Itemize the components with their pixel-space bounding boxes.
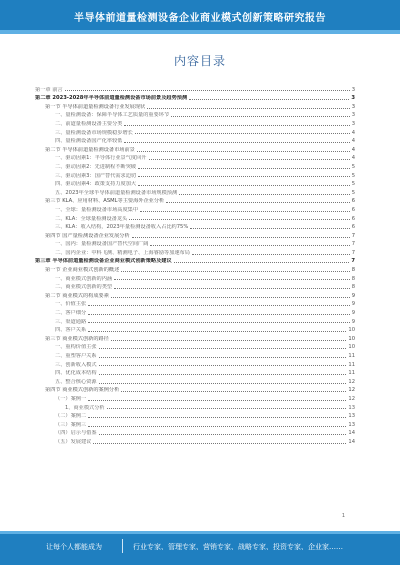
toc-entry[interactable] <box>35 402 355 411</box>
toc-leader-dots <box>121 271 349 272</box>
toc-entry-page: 6 <box>351 224 355 231</box>
toc-leader-dots <box>88 331 346 332</box>
toc-entry-title: 三、渠道通路 <box>55 318 87 325</box>
toc-entry-page: 3 <box>351 120 355 127</box>
toc-leader-dots <box>99 374 347 375</box>
toc-leader-dots <box>99 365 347 366</box>
toc-entry-page: 12 <box>348 395 355 402</box>
footer-slogan-left: 让每个人都能成为 <box>46 543 102 551</box>
toc-entry-title: （一）案例一 <box>55 395 87 402</box>
toc-leader-dots <box>99 357 347 358</box>
toc-leader-dots <box>93 443 346 444</box>
toc-entry-title: 二、KLA：全球量检测设备龙头 <box>55 215 128 222</box>
toc-entry[interactable] <box>35 350 355 359</box>
toc-entry-page: 5 <box>351 189 355 196</box>
toc-entry[interactable] <box>35 144 355 153</box>
toc-entry[interactable] <box>35 84 355 93</box>
toc-leader-dots <box>99 348 347 349</box>
toc-entry-title: 第一节 半导体前道量检测设备行业发展现状 <box>45 103 146 110</box>
toc-entry[interactable] <box>35 230 355 239</box>
toc-entry[interactable] <box>35 411 355 420</box>
toc-entry-title: 第四节 商业模式创新的案例分析 <box>45 387 120 394</box>
toc-entry-page: 14 <box>348 438 355 445</box>
toc-entry[interactable] <box>35 325 355 334</box>
toc-entry[interactable] <box>35 222 355 231</box>
toc-leader-dots <box>124 125 349 126</box>
toc-entry[interactable] <box>35 290 355 299</box>
toc-entry[interactable] <box>35 127 355 136</box>
toc-entry-page: 4 <box>351 138 355 145</box>
toc-entry-page: 4 <box>351 155 355 162</box>
toc-leader-dots <box>65 90 350 91</box>
toc-leader-dots <box>135 133 350 134</box>
toc-entry-title: 第二节 商业模式的构成要素 <box>45 292 109 299</box>
toc-entry-page: 9 <box>351 292 355 299</box>
toc-entry-title: 五、整合核心资源 <box>55 378 97 385</box>
toc-entry-page: 9 <box>351 310 355 317</box>
toc-entry-title: 二、前道量检测设备主要分类 <box>55 120 123 127</box>
toc-entry-title: 二、商业模式创新的类型 <box>55 284 113 291</box>
toc-leader-dots <box>138 176 350 177</box>
toc-entry-page: 6 <box>351 215 355 222</box>
toc-entry-title: 四、客户关系 <box>55 327 87 334</box>
toc-entry[interactable] <box>35 247 355 256</box>
toc-entry-page: 10 <box>348 344 355 351</box>
toc-leader-dots <box>190 228 349 229</box>
toc-entry-title: 三、创新收入模式 <box>55 361 97 368</box>
toc-entry[interactable] <box>35 213 355 222</box>
toc-leader-dots <box>88 314 350 315</box>
toc-entry[interactable] <box>35 204 355 213</box>
toc-entry[interactable] <box>35 196 355 205</box>
toc-entry-title: 一、量检测设备：保障半导体工艺质量的重要环节 <box>55 112 170 119</box>
toc-entry-page: 5 <box>351 172 355 179</box>
toc-entry-page: 10 <box>348 335 355 342</box>
toc-leader-dots <box>189 99 349 100</box>
toc-entry-title: 四、驱动因素4：政策支持力度加大 <box>55 181 137 188</box>
toc-entry-page: 8 <box>351 267 355 274</box>
toc-entry-page: 9 <box>351 301 355 308</box>
toc-leader-dots <box>88 322 350 323</box>
toc-entry-page: 4 <box>351 129 355 136</box>
toc-entry-page: 3 <box>351 95 355 102</box>
toc-leader-dots <box>150 245 349 246</box>
toc-entry-page: 8 <box>351 284 355 291</box>
toc-entry-page: 8 <box>351 275 355 282</box>
toc-entry-page: 4 <box>351 146 355 153</box>
toc-entry[interactable] <box>35 342 355 351</box>
toc-leader-dots <box>129 219 349 220</box>
toc-entry-title: 一、商业模式创新的内涵 <box>55 275 113 282</box>
toc-entry-page: 5 <box>351 181 355 188</box>
toc-entry[interactable] <box>35 368 355 377</box>
toc-leader-dots <box>107 408 347 409</box>
toc-leader-dots <box>88 426 346 427</box>
toc-entry-page: 3 <box>351 112 355 119</box>
toc-entry[interactable] <box>35 385 355 394</box>
toc-entry-title: 第一章 前言 <box>35 86 63 93</box>
toc-entry-title: 第二节 半导体前道量检测设备市场前景 <box>45 146 135 153</box>
toc-entry-title: 一、重构价值主张 <box>55 344 97 351</box>
toc-entry[interactable] <box>35 153 355 162</box>
toc-leader-dots <box>99 383 347 384</box>
toc-entry[interactable] <box>35 419 355 428</box>
toc-entry-title: 二、重塑客户关系 <box>55 353 97 359</box>
toc-leader-dots <box>174 262 350 263</box>
toc-entry[interactable] <box>35 333 355 342</box>
toc-entry[interactable] <box>35 179 355 188</box>
toc-leader-dots <box>147 108 349 109</box>
toc-entry[interactable] <box>35 187 355 196</box>
toc-entry-title: 二、客户细分 <box>55 310 87 317</box>
toc-entry-title: 1、商业模式分析 <box>65 404 105 411</box>
toc-entry[interactable] <box>35 299 355 308</box>
header-stripe <box>0 30 400 34</box>
toc-leader-dots <box>88 305 350 306</box>
toc-entry[interactable] <box>35 161 355 170</box>
toc-entry[interactable] <box>35 136 355 145</box>
toc-entry-page: 7 <box>351 258 355 265</box>
toc-entry-title: 第四节 国产量检测设备企业发展分析 <box>45 232 130 239</box>
toc-entry-title: 三、KLA：收入结构，2023年量检测设备收入占比约75% <box>55 224 189 231</box>
toc-entry-title: 三、量检测设备市场规模稳步增长 <box>55 129 133 136</box>
toc-entry-page: 13 <box>348 404 355 411</box>
toc-entry-page: 12 <box>348 387 355 394</box>
table-of-contents <box>35 84 355 445</box>
toc-entry-page: 11 <box>348 361 355 368</box>
toc-leader-dots <box>149 159 350 160</box>
toc-entry[interactable] <box>35 170 355 179</box>
toc-leader-dots <box>111 340 346 341</box>
toc-entry-page: 7 <box>351 249 355 256</box>
toc-entry-page: 5 <box>351 163 355 170</box>
toc-entry[interactable] <box>35 307 355 316</box>
toc-entry[interactable] <box>35 316 355 325</box>
toc-entry-title: 一、全球：量检测设备市场高度集中 <box>55 206 139 213</box>
toc-entry[interactable] <box>35 282 355 291</box>
toc-entry-title: 三、驱动因素3：国产替代需求迫切 <box>55 172 137 179</box>
toc-entry-title: 第二章 2023-2028年半导体前道量检测设备市场前景及趋势预测 <box>35 95 188 102</box>
toc-entry-page: 14 <box>348 430 355 437</box>
toc-entry-title: 二、国内企业：中科飞测、精测电子、上海睿励等加速布局 <box>55 249 190 256</box>
page-number: 1 <box>341 513 345 519</box>
toc-entry-page: 3 <box>351 103 355 110</box>
toc-leader-dots <box>121 391 346 392</box>
toc-entry[interactable] <box>35 118 355 127</box>
toc-entry-title: 二、驱动因素2：先进制程不断突破 <box>55 163 137 170</box>
toc-leader-dots <box>114 288 350 289</box>
toc-leader-dots <box>132 237 350 238</box>
toc-entry[interactable] <box>35 273 355 282</box>
toc-entry[interactable] <box>35 359 355 368</box>
toc-entry-page: 10 <box>348 327 355 334</box>
toc-entry[interactable] <box>35 101 355 110</box>
toc-entry-page: 13 <box>348 413 355 420</box>
toc-entry-page: 3 <box>351 86 355 93</box>
toc-entry-title: 四、优化成本结构 <box>55 370 97 377</box>
toc-entry-title: （四）启示与借鉴 <box>55 430 97 437</box>
toc-entry[interactable] <box>35 110 355 119</box>
toc-leader-dots <box>137 151 350 152</box>
toc-heading: 内容目录 <box>173 54 226 68</box>
toc-entry[interactable] <box>35 93 355 102</box>
toc-entry[interactable] <box>35 393 355 402</box>
toc-entry-page: 7 <box>351 232 355 239</box>
toc-entry-title: （三）案例三 <box>55 421 87 428</box>
toc-leader-dots <box>192 254 350 255</box>
toc-entry-page: 13 <box>348 421 355 428</box>
toc-entry-page: 6 <box>351 198 355 205</box>
toc-entry-page: 12 <box>348 378 355 385</box>
toc-leader-dots <box>114 279 350 280</box>
toc-entry-title: 第一节 企业商业模式创新的概述 <box>45 267 120 274</box>
toc-leader-dots <box>138 168 350 169</box>
toc-leader-dots <box>171 116 350 117</box>
toc-entry-title: 一、驱动因素1：半导体行业景气度回升 <box>55 155 147 162</box>
toc-entry[interactable] <box>35 256 355 265</box>
footer-stripe <box>0 531 400 534</box>
toc-entry[interactable] <box>35 264 355 273</box>
toc-leader-dots <box>166 202 349 203</box>
toc-entry[interactable] <box>35 239 355 248</box>
toc-entry-page: 9 <box>351 318 355 325</box>
toc-entry-title: 第三节 商业模式创新的路径 <box>45 335 109 342</box>
toc-leader-dots <box>140 211 350 212</box>
toc-leader-dots <box>179 194 350 195</box>
report-title: 半导体前道量检测设备企业商业模式创新策略研究报告 <box>74 13 326 24</box>
toc-entry-title: （二）案例二 <box>55 413 87 420</box>
toc-entry-title: （五）发展建议 <box>55 438 92 445</box>
toc-entry-page: 11 <box>348 370 355 377</box>
footer-slogan-right: 行业专家、管理专家、营销专家、战略专家、投资专家、企业家…… <box>133 543 343 551</box>
toc-entry[interactable] <box>35 436 355 445</box>
toc-leader-dots <box>138 185 350 186</box>
toc-entry-title: 四、量检测设备国产化率较低 <box>55 138 123 145</box>
toc-leader-dots <box>111 297 350 298</box>
toc-entry[interactable] <box>35 376 355 385</box>
toc-leader-dots <box>88 400 346 401</box>
toc-entry-page: 11 <box>348 353 355 359</box>
toc-leader-dots <box>88 417 346 418</box>
footer-divider <box>122 539 123 553</box>
toc-entry-page: 6 <box>351 206 355 213</box>
toc-leader-dots <box>99 434 347 435</box>
toc-leader-dots <box>124 142 349 143</box>
toc-entry-title: 第三节 KLA、应用材料、ASML等主要海外企业分析 <box>45 198 165 205</box>
toc-entry-title: 一、国内：量检测设备国产替代空间广阔 <box>55 241 149 248</box>
toc-entry-title: 第三章 半导体前道量检测设备企业商业模式创新策略及建议 <box>35 258 172 265</box>
toc-entry-title: 五、2023年全球半导体前道量检测设备市场规模预测 <box>55 189 178 196</box>
toc-entry-page: 7 <box>351 241 355 248</box>
toc-entry-title: 一、价值主张 <box>55 301 87 308</box>
toc-entry[interactable] <box>35 428 355 437</box>
